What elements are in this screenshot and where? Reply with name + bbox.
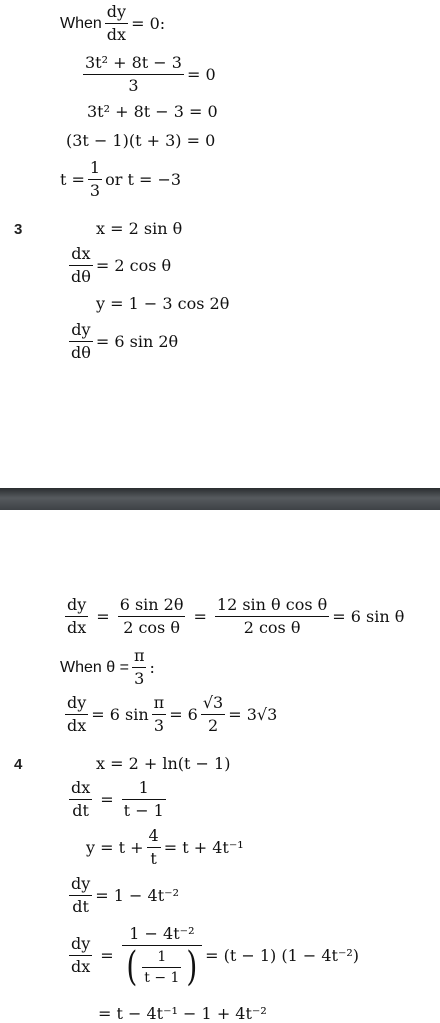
line-x-def-ln: x = 2 + ln(t − 1) xyxy=(96,754,231,773)
line-factorised: (3t − 1)(t + 3) = 0 xyxy=(66,131,216,150)
page-bottom xyxy=(0,510,440,1023)
line-dy-dt: $\frac{dy}{dt}$ = 1 − 4t⁻² xyxy=(71,874,179,916)
fraction-dydx: $\frac{dy}{dx}$ xyxy=(106,2,127,44)
fraction-dx-dtheta: $\frac{dx}{d\theta}$ xyxy=(71,244,91,286)
line-when-dydx-zero: When $\frac{dy}{dx}$ = 0: xyxy=(60,2,166,44)
page-divider xyxy=(0,488,440,510)
line-quadratic: 3t² + 8t − 3 = 0 xyxy=(87,102,218,121)
fraction-dy-dtheta: $\frac{dy}{d\theta}$ xyxy=(71,320,91,362)
line-when-theta: When θ = $\frac{\pi}{3}$ : xyxy=(60,646,155,688)
question-number-3: 3 xyxy=(14,221,23,238)
line-x-def: x = 2 sin θ xyxy=(96,219,183,238)
line-y-def-t: y = t + $\frac{4}{t}$ = t + 4t⁻¹ xyxy=(86,826,244,868)
line-dydx-value: $\frac{dy}{dx}$ = 6 sin $\frac{\pi}{3}$ = 6 $\frac{√3}{2}$ = 3√3 xyxy=(67,693,278,735)
line-dydx-chain: $\frac{dy}{dx}$ = $\frac{6 \sin 2\theta}{\text{2 cos θ}}$ = $\frac{\text{12 sin θ cos θ}}{\text{2 cos θ}}$ = 6 sin θ xyxy=(67,595,405,637)
line-expanded: = t − 4t⁻¹ − 1 + 4t⁻² xyxy=(98,1004,267,1023)
line-dy-dtheta: $\frac{dy}{d\theta}$ = 6 sin 2θ xyxy=(71,320,179,362)
line-fraction-equation: $\frac{\text{3t² + 8t − 3}}{3}$ = 0 xyxy=(85,53,216,95)
line-dx-dt: $\frac{dx}{dt}$ = $\frac{1}{t - 1}$ xyxy=(71,778,164,820)
page-top xyxy=(0,0,440,488)
line-dx-dtheta: $\frac{dx}{d\theta}$ = 2 cos θ xyxy=(71,244,172,286)
fraction-one-third: $\frac{1}{3}$ xyxy=(89,158,101,200)
line-y-def: y = 1 − 3 cos 2θ xyxy=(96,294,230,313)
fraction-quadratic-over-3: $\frac{\text{3t² + 8t − 3}}{3}$ xyxy=(85,53,182,95)
when-text: When xyxy=(60,14,102,32)
question-number-4: 4 xyxy=(14,756,23,773)
line-dydx-t: $\frac{dy}{dx}$ = 1 − 4t⁻² ( $\frac{1}{t - 1}$ ) = (t − 1) (1 − 4t⁻²) xyxy=(71,924,360,990)
line-solutions: t = $\frac{1}{3}$ or t = −3 xyxy=(60,158,182,200)
